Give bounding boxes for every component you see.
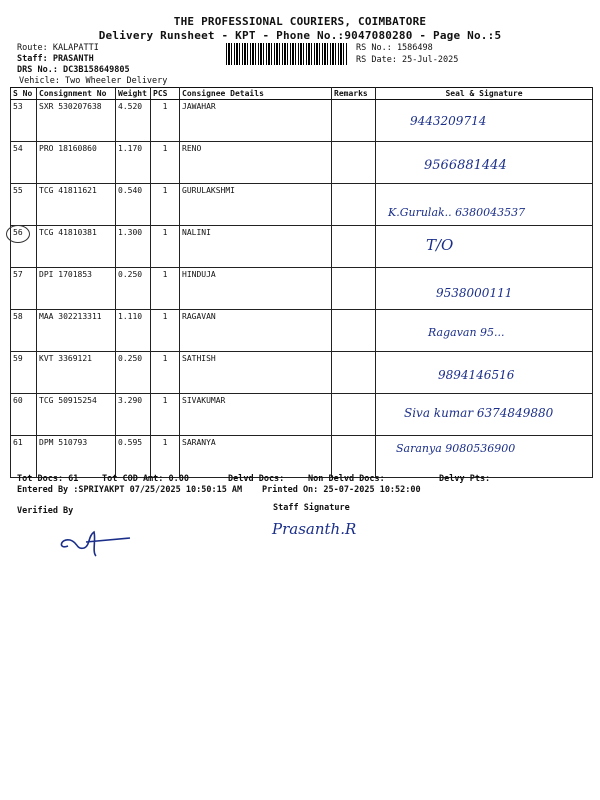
non-delivered-docs: Non Delvd Docs: [308, 474, 385, 484]
row-remarks [332, 310, 376, 352]
delivered-docs: Delvd Docs: [228, 474, 285, 484]
row-remarks [332, 184, 376, 226]
handwritten-circle [6, 225, 30, 243]
row-signature-cell [376, 352, 593, 394]
row-remarks [332, 100, 376, 142]
row-sno: 58 [11, 310, 37, 352]
rs-number: RS No.: 1586498 [356, 43, 433, 53]
verifier-signature [56, 518, 136, 558]
row-pcs: 1 [151, 142, 180, 184]
row-remarks [332, 352, 376, 394]
row-weight: 1.170 [116, 142, 151, 184]
row-consignment: PRO 18160860 [37, 142, 116, 184]
row-sno: 60 [11, 394, 37, 436]
row-consignment: MAA 302213311 [37, 310, 116, 352]
row-sno: 53 [11, 100, 37, 142]
row-remarks [332, 394, 376, 436]
row-signature-cell [376, 436, 593, 478]
table-row [11, 352, 593, 394]
row-sno: 61 [11, 436, 37, 478]
row-consignee: GURULAKSHMI [180, 184, 332, 226]
vehicle-label: Vehicle: Two Wheeler Delivery [19, 76, 168, 86]
table-row [11, 226, 593, 268]
runsheet-subtitle: Delivery Runsheet - KPT - Phone No.:9047080280 - Page No.:5 [98, 29, 502, 42]
col-signature: Seal & Signature [376, 88, 593, 100]
row-weight: 4.520 [116, 100, 151, 142]
handwritten-signature: 9894146516 [438, 368, 515, 382]
handwritten-signature: K.Gurulak.. 6380043537 [388, 206, 526, 219]
drs-label: DRS No.: DC3B158649805 [17, 65, 130, 75]
row-signature-cell [376, 142, 593, 184]
rs-date: RS Date: 25-Jul-2025 [356, 55, 459, 65]
col-pcs: PCS [151, 88, 180, 100]
row-pcs: 1 [151, 268, 180, 310]
row-weight: 3.290 [116, 394, 151, 436]
row-sno: 57 [11, 268, 37, 310]
verified-by-label: Verified By [17, 506, 74, 516]
company-title: THE PROFESSIONAL COURIERS, COIMBATORE [173, 15, 427, 28]
table-row [11, 184, 593, 226]
printed-on: Printed On: 25-07-2025 10:52:00 [262, 485, 421, 495]
row-signature-cell [376, 268, 593, 310]
row-consignment: DPI 1701853 [37, 268, 116, 310]
route-label: Route: KALAPATTI [17, 43, 99, 53]
row-consignee: SARANYA [180, 436, 332, 478]
table-row [11, 394, 593, 436]
row-pcs: 1 [151, 436, 180, 478]
total-cod-amount: Tot COD Amt: 0.00 [102, 474, 189, 484]
row-weight: 0.250 [116, 268, 151, 310]
handwritten-signature: Saranya 9080536900 [396, 442, 516, 455]
row-consignment: SXR 530207638 [37, 100, 116, 142]
row-pcs: 1 [151, 352, 180, 394]
staff-handwritten-name: Prasanth.R [272, 520, 357, 538]
entered-by: Entered By :SPRIYAKPT 07/25/2025 10:50:15 AM [17, 485, 243, 495]
barcode-image [226, 43, 348, 65]
staff-signature-label: Staff Signature [273, 503, 350, 513]
row-signature-cell [376, 184, 593, 226]
row-consignee: NALINI [180, 226, 332, 268]
row-remarks [332, 226, 376, 268]
handwritten-signature: T/O [426, 236, 454, 254]
row-consignee: SIVAKUMAR [180, 394, 332, 436]
row-consignee: RENO [180, 142, 332, 184]
row-consignee: RAGAVAN [180, 310, 332, 352]
table-row [11, 100, 593, 142]
row-sno: 56 [11, 226, 37, 268]
row-consignment: TCG 50915254 [37, 394, 116, 436]
table-row [11, 142, 593, 184]
staff-label: Staff: PRASANTH [17, 54, 94, 64]
handwritten-signature: Ragavan 95... [428, 326, 505, 339]
row-consignee: JAWAHAR [180, 100, 332, 142]
row-consignment: DPM 510793 [37, 436, 116, 478]
row-pcs: 1 [151, 100, 180, 142]
row-pcs: 1 [151, 394, 180, 436]
table-row [11, 268, 593, 310]
row-consignee: HINDUJA [180, 268, 332, 310]
row-weight: 0.250 [116, 352, 151, 394]
table-header-row [11, 88, 593, 100]
handwritten-signature: 9443209714 [410, 114, 487, 128]
row-weight: 1.110 [116, 310, 151, 352]
table-row [11, 310, 593, 352]
col-remarks: Remarks [332, 88, 376, 100]
row-signature-cell [376, 226, 593, 268]
handwritten-signature: 9538000111 [436, 286, 513, 300]
col-weight: Weight [116, 88, 151, 100]
total-docs: Tot Docs: 61 [17, 474, 79, 484]
row-sno: 59 [11, 352, 37, 394]
row-pcs: 1 [151, 310, 180, 352]
row-weight: 0.595 [116, 436, 151, 478]
row-consignment: TCG 41811621 [37, 184, 116, 226]
handwritten-signature: Siva kumar 6374849880 [404, 406, 554, 420]
row-sno: 54 [11, 142, 37, 184]
row-weight: 0.540 [116, 184, 151, 226]
row-pcs: 1 [151, 226, 180, 268]
row-signature-cell [376, 310, 593, 352]
row-remarks [332, 142, 376, 184]
row-weight: 1.300 [116, 226, 151, 268]
row-signature-cell [376, 100, 593, 142]
row-consignment: TCG 41810381 [37, 226, 116, 268]
handwritten-signature: 9566881444 [424, 158, 507, 173]
row-consignee: SATHISH [180, 352, 332, 394]
col-consignee: Consignee Details [180, 88, 332, 100]
row-pcs: 1 [151, 184, 180, 226]
row-consignment: KVT 3369121 [37, 352, 116, 394]
row-remarks [332, 268, 376, 310]
delivery-points: Delvy Pts: [439, 474, 491, 484]
col-sno: S No [11, 88, 37, 100]
runsheet-table [10, 87, 593, 478]
col-consignment: Consignment No [37, 88, 116, 100]
row-signature-cell [376, 394, 593, 436]
row-sno: 55 [11, 184, 37, 226]
row-remarks [332, 436, 376, 478]
table-row [11, 436, 593, 478]
